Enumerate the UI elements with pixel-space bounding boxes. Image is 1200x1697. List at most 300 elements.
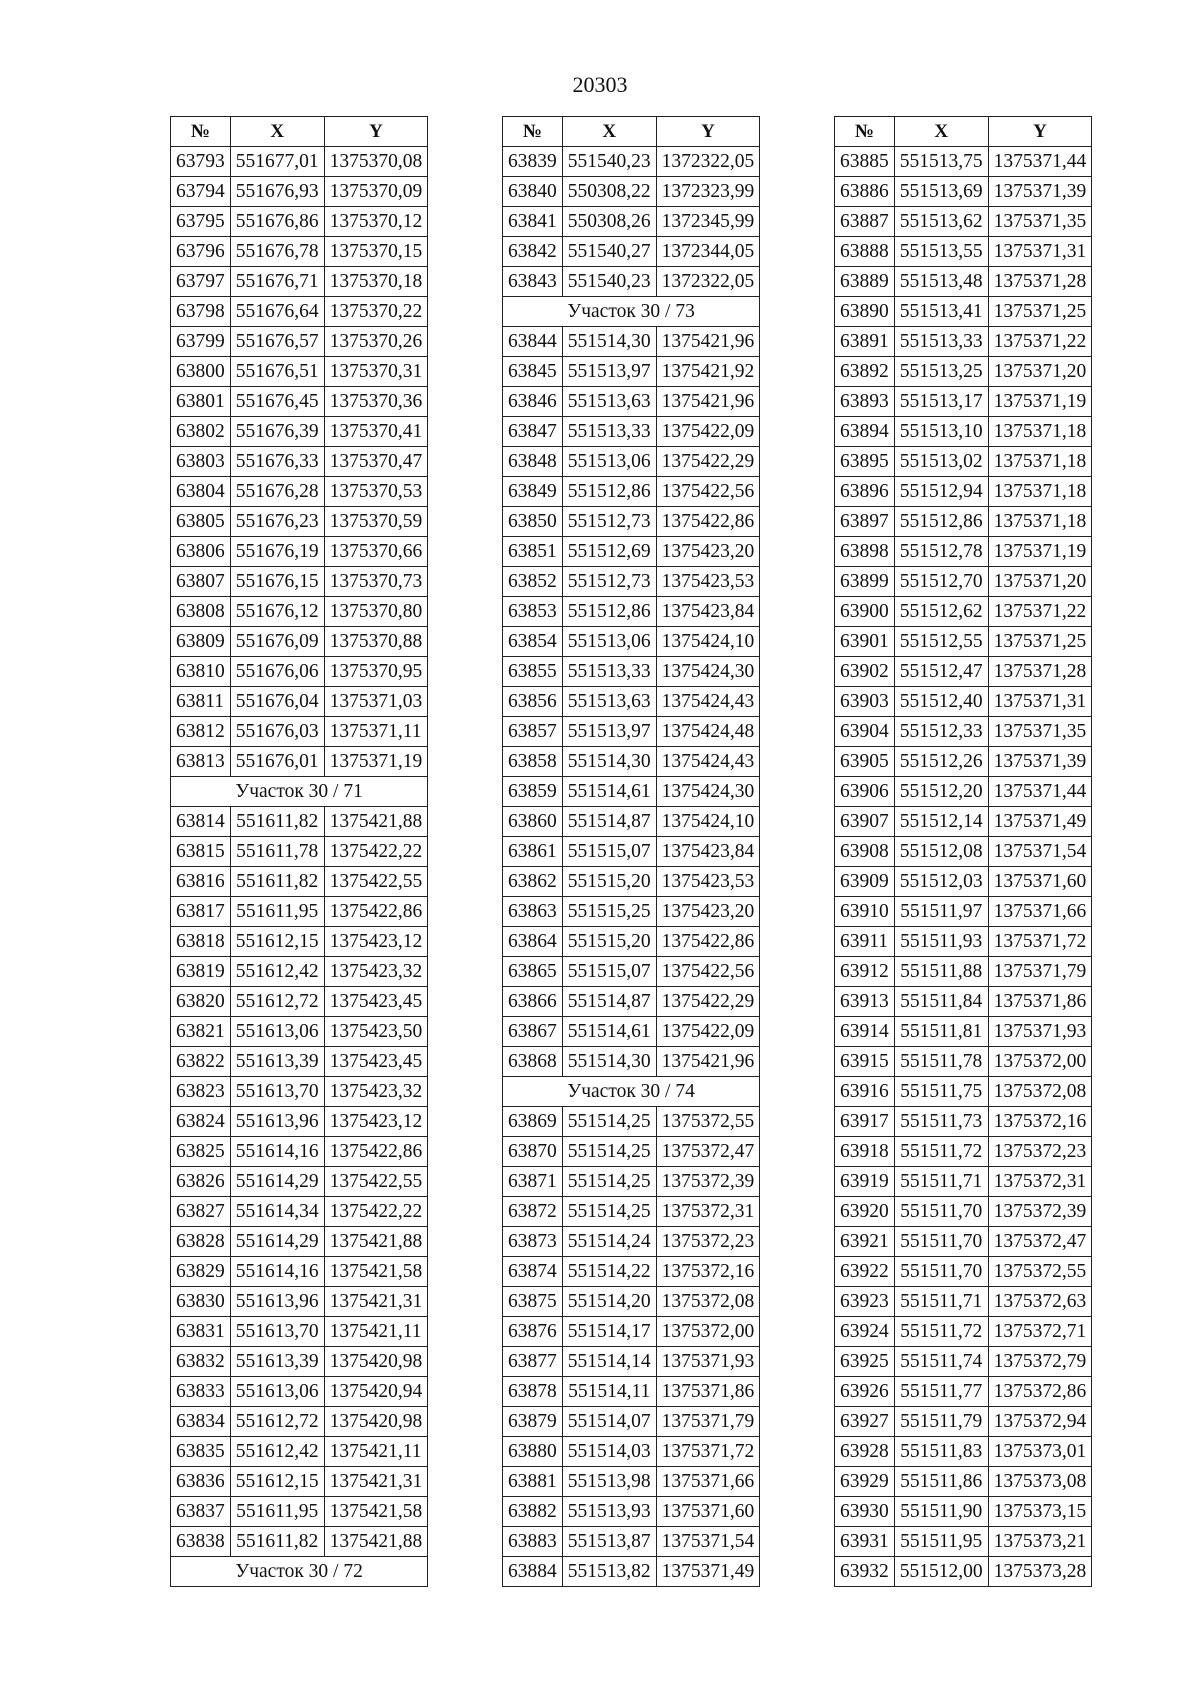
x-coordinate: 551513,93 — [562, 1497, 656, 1527]
point-number: 63813 — [171, 747, 231, 777]
table-row — [503, 387, 760, 417]
x-coordinate: 551514,17 — [562, 1317, 656, 1347]
table-row — [171, 1167, 428, 1197]
x-coordinate: 551511,95 — [894, 1527, 988, 1557]
point-number: 63837 — [171, 1497, 231, 1527]
point-number: 63907 — [835, 807, 895, 837]
point-number: 63827 — [171, 1197, 231, 1227]
y-coordinate: 1375371,44 — [988, 147, 1092, 177]
y-coordinate: 1375371,79 — [656, 1407, 760, 1437]
x-coordinate: 551676,33 — [230, 447, 324, 477]
point-number: 63812 — [171, 717, 231, 747]
point-number: 63891 — [835, 327, 895, 357]
x-coordinate: 551613,70 — [230, 1077, 324, 1107]
x-coordinate: 551511,83 — [894, 1437, 988, 1467]
table-row — [171, 1527, 428, 1557]
y-coordinate: 1375421,92 — [656, 357, 760, 387]
point-number: 63800 — [171, 357, 231, 387]
table-row — [835, 1047, 1092, 1077]
point-number: 63844 — [503, 327, 563, 357]
table-row — [171, 717, 428, 747]
x-coordinate: 551511,71 — [894, 1167, 988, 1197]
table-row — [503, 507, 760, 537]
y-coordinate: 1375422,22 — [324, 837, 428, 867]
x-coordinate: 551515,20 — [562, 927, 656, 957]
y-coordinate: 1375422,86 — [656, 507, 760, 537]
header-x: X — [562, 117, 656, 147]
table-row — [171, 657, 428, 687]
table-row — [503, 627, 760, 657]
table-row — [503, 1107, 760, 1137]
x-coordinate: 551512,62 — [894, 597, 988, 627]
table-row — [835, 417, 1092, 447]
point-number: 63845 — [503, 357, 563, 387]
y-coordinate: 1375372,39 — [656, 1167, 760, 1197]
x-coordinate: 551676,45 — [230, 387, 324, 417]
y-coordinate: 1375370,26 — [324, 327, 428, 357]
x-coordinate: 551513,62 — [894, 207, 988, 237]
y-coordinate: 1375370,36 — [324, 387, 428, 417]
x-coordinate: 551512,86 — [562, 477, 656, 507]
y-coordinate: 1375372,16 — [656, 1257, 760, 1287]
x-coordinate: 551513,87 — [562, 1527, 656, 1557]
point-number: 63860 — [503, 807, 563, 837]
table-row — [835, 717, 1092, 747]
x-coordinate: 551676,57 — [230, 327, 324, 357]
y-coordinate: 1375373,08 — [988, 1467, 1092, 1497]
y-coordinate: 1375371,35 — [988, 207, 1092, 237]
y-coordinate: 1375422,29 — [656, 447, 760, 477]
x-coordinate: 551511,84 — [894, 987, 988, 1017]
x-coordinate: 551515,07 — [562, 957, 656, 987]
y-coordinate: 1375371,49 — [988, 807, 1092, 837]
y-coordinate: 1375372,39 — [988, 1197, 1092, 1227]
x-coordinate: 551514,07 — [562, 1407, 656, 1437]
table-row — [171, 1287, 428, 1317]
table-row — [171, 1377, 428, 1407]
point-number: 63831 — [171, 1317, 231, 1347]
y-coordinate: 1375371,25 — [988, 627, 1092, 657]
y-coordinate: 1375371,28 — [988, 657, 1092, 687]
coordinates-table-1 — [170, 116, 428, 1587]
table-row — [503, 1437, 760, 1467]
point-number: 63804 — [171, 477, 231, 507]
point-number: 63905 — [835, 747, 895, 777]
point-number: 63889 — [835, 267, 895, 297]
x-coordinate: 551513,10 — [894, 417, 988, 447]
table-row — [835, 867, 1092, 897]
point-number: 63807 — [171, 567, 231, 597]
point-number: 63821 — [171, 1017, 231, 1047]
x-coordinate: 551512,20 — [894, 777, 988, 807]
point-number: 63866 — [503, 987, 563, 1017]
point-number: 63904 — [835, 717, 895, 747]
x-coordinate: 551512,86 — [894, 507, 988, 537]
x-coordinate: 551513,25 — [894, 357, 988, 387]
point-number: 63830 — [171, 1287, 231, 1317]
point-number: 63855 — [503, 657, 563, 687]
y-coordinate: 1375371,44 — [988, 777, 1092, 807]
table-row — [171, 177, 428, 207]
point-number: 63886 — [835, 177, 895, 207]
point-number: 63923 — [835, 1287, 895, 1317]
y-coordinate: 1375371,18 — [988, 507, 1092, 537]
point-number: 63794 — [171, 177, 231, 207]
x-coordinate: 551676,39 — [230, 417, 324, 447]
y-coordinate: 1375372,23 — [988, 1137, 1092, 1167]
table-row — [835, 837, 1092, 867]
point-number: 63910 — [835, 897, 895, 927]
y-coordinate: 1375371,18 — [988, 417, 1092, 447]
y-coordinate: 1375421,58 — [324, 1257, 428, 1287]
point-number: 63885 — [835, 147, 895, 177]
x-coordinate: 551677,01 — [230, 147, 324, 177]
point-number: 63852 — [503, 567, 563, 597]
y-coordinate: 1375424,48 — [656, 717, 760, 747]
x-coordinate: 551613,39 — [230, 1347, 324, 1377]
section-title: Участок 30 / 72 — [171, 1557, 428, 1587]
point-number: 63880 — [503, 1437, 563, 1467]
y-coordinate: 1375370,12 — [324, 207, 428, 237]
point-number: 63875 — [503, 1287, 563, 1317]
x-coordinate: 551614,16 — [230, 1137, 324, 1167]
table-row — [503, 567, 760, 597]
x-coordinate: 551611,82 — [230, 1527, 324, 1557]
point-number: 63868 — [503, 1047, 563, 1077]
point-number: 63857 — [503, 717, 563, 747]
y-coordinate: 1375371,49 — [656, 1557, 760, 1587]
x-coordinate: 551540,27 — [562, 237, 656, 267]
y-coordinate: 1375371,60 — [988, 867, 1092, 897]
y-coordinate: 1375371,20 — [988, 357, 1092, 387]
point-number: 63921 — [835, 1227, 895, 1257]
y-coordinate: 1375370,09 — [324, 177, 428, 207]
x-coordinate: 551514,24 — [562, 1227, 656, 1257]
y-coordinate: 1375423,84 — [656, 597, 760, 627]
point-number: 63810 — [171, 657, 231, 687]
x-coordinate: 551611,82 — [230, 807, 324, 837]
point-number: 63823 — [171, 1077, 231, 1107]
x-coordinate: 551612,15 — [230, 1467, 324, 1497]
table-row — [835, 927, 1092, 957]
point-number: 63796 — [171, 237, 231, 267]
y-coordinate: 1375424,30 — [656, 777, 760, 807]
table-row — [835, 657, 1092, 687]
point-number: 63849 — [503, 477, 563, 507]
section-row — [171, 1557, 428, 1587]
table-row — [503, 957, 760, 987]
point-number: 63838 — [171, 1527, 231, 1557]
table-row — [171, 1197, 428, 1227]
point-number: 63840 — [503, 177, 563, 207]
point-number: 63795 — [171, 207, 231, 237]
x-coordinate: 551514,03 — [562, 1437, 656, 1467]
table-row — [171, 927, 428, 957]
table-row — [835, 1527, 1092, 1557]
y-coordinate: 1375423,32 — [324, 957, 428, 987]
point-number: 63915 — [835, 1047, 895, 1077]
page-number: 20303 — [572, 72, 628, 97]
x-coordinate: 551514,25 — [562, 1197, 656, 1227]
y-coordinate: 1375371,25 — [988, 297, 1092, 327]
x-coordinate: 551511,75 — [894, 1077, 988, 1107]
y-coordinate: 1375372,55 — [656, 1107, 760, 1137]
point-number: 63858 — [503, 747, 563, 777]
x-coordinate: 551611,95 — [230, 897, 324, 927]
y-coordinate: 1375371,19 — [324, 747, 428, 777]
table-row — [503, 327, 760, 357]
point-number: 63811 — [171, 687, 231, 717]
x-coordinate: 551512,69 — [562, 537, 656, 567]
x-coordinate: 551513,33 — [562, 417, 656, 447]
y-coordinate: 1375371,93 — [988, 1017, 1092, 1047]
x-coordinate: 551611,82 — [230, 867, 324, 897]
table-row — [171, 507, 428, 537]
x-coordinate: 551513,97 — [562, 357, 656, 387]
x-coordinate: 551515,25 — [562, 897, 656, 927]
table-row — [171, 567, 428, 597]
table-row — [171, 837, 428, 867]
x-coordinate: 551511,93 — [894, 927, 988, 957]
point-number: 63914 — [835, 1017, 895, 1047]
table-row — [171, 327, 428, 357]
point-number: 63879 — [503, 1407, 563, 1437]
y-coordinate: 1375371,54 — [656, 1527, 760, 1557]
table-row — [171, 987, 428, 1017]
table-row — [503, 1557, 760, 1587]
x-coordinate: 551614,29 — [230, 1167, 324, 1197]
x-coordinate: 550308,22 — [562, 177, 656, 207]
x-coordinate: 551512,55 — [894, 627, 988, 657]
x-coordinate: 551614,29 — [230, 1227, 324, 1257]
x-coordinate: 551512,26 — [894, 747, 988, 777]
y-coordinate: 1375423,84 — [656, 837, 760, 867]
y-coordinate: 1375424,43 — [656, 687, 760, 717]
table-row — [503, 537, 760, 567]
table-row — [835, 897, 1092, 927]
table-row — [835, 1227, 1092, 1257]
table-row — [835, 1317, 1092, 1347]
x-coordinate: 551511,88 — [894, 957, 988, 987]
y-coordinate: 1375423,53 — [656, 867, 760, 897]
x-coordinate: 551512,78 — [894, 537, 988, 567]
y-coordinate: 1375420,98 — [324, 1347, 428, 1377]
table-row — [171, 297, 428, 327]
point-number: 63895 — [835, 447, 895, 477]
x-coordinate: 551513,33 — [894, 327, 988, 357]
header-number: № — [503, 117, 563, 147]
y-coordinate: 1375371,19 — [988, 387, 1092, 417]
x-coordinate: 551540,23 — [562, 147, 656, 177]
x-coordinate: 551676,64 — [230, 297, 324, 327]
table-row — [171, 147, 428, 177]
table-row — [171, 687, 428, 717]
y-coordinate: 1375370,88 — [324, 627, 428, 657]
x-coordinate: 551514,30 — [562, 747, 656, 777]
point-number: 63841 — [503, 207, 563, 237]
x-coordinate: 551512,47 — [894, 657, 988, 687]
point-number: 63899 — [835, 567, 895, 597]
table-row — [171, 1467, 428, 1497]
y-coordinate: 1375371,93 — [656, 1347, 760, 1377]
table-row — [835, 627, 1092, 657]
y-coordinate: 1375370,95 — [324, 657, 428, 687]
y-coordinate: 1375370,73 — [324, 567, 428, 597]
y-coordinate: 1375371,79 — [988, 957, 1092, 987]
x-coordinate: 551512,00 — [894, 1557, 988, 1587]
y-coordinate: 1375371,11 — [324, 717, 428, 747]
table-row — [503, 207, 760, 237]
point-number: 63853 — [503, 597, 563, 627]
x-coordinate: 551511,78 — [894, 1047, 988, 1077]
point-number: 63799 — [171, 327, 231, 357]
point-number: 63809 — [171, 627, 231, 657]
x-coordinate: 551513,98 — [562, 1467, 656, 1497]
point-number: 63924 — [835, 1317, 895, 1347]
table-row — [835, 387, 1092, 417]
section-row — [503, 1077, 760, 1107]
table-row — [503, 1347, 760, 1377]
point-number: 63797 — [171, 267, 231, 297]
table-row — [503, 687, 760, 717]
x-coordinate: 551514,20 — [562, 1287, 656, 1317]
table-row — [171, 1047, 428, 1077]
table-row — [171, 1407, 428, 1437]
table-row — [171, 897, 428, 927]
table-row — [171, 207, 428, 237]
table-row — [835, 1467, 1092, 1497]
table-row — [171, 357, 428, 387]
y-coordinate: 1375423,45 — [324, 1047, 428, 1077]
header-number: № — [835, 117, 895, 147]
point-number: 63888 — [835, 237, 895, 267]
x-coordinate: 551511,71 — [894, 1287, 988, 1317]
table-row — [503, 1167, 760, 1197]
point-number: 63819 — [171, 957, 231, 987]
table-row — [835, 1377, 1092, 1407]
point-number: 63802 — [171, 417, 231, 447]
x-coordinate: 551676,93 — [230, 177, 324, 207]
table-row — [835, 177, 1092, 207]
table-row — [835, 1287, 1092, 1317]
y-coordinate: 1375371,31 — [988, 237, 1092, 267]
table-row — [171, 417, 428, 447]
table-row — [835, 747, 1092, 777]
x-coordinate: 551511,86 — [894, 1467, 988, 1497]
x-coordinate: 551613,96 — [230, 1107, 324, 1137]
table-row — [835, 357, 1092, 387]
point-number: 63872 — [503, 1197, 563, 1227]
x-coordinate: 551676,78 — [230, 237, 324, 267]
y-coordinate: 1375424,30 — [656, 657, 760, 687]
y-coordinate: 1375372,00 — [656, 1317, 760, 1347]
point-number: 63893 — [835, 387, 895, 417]
table-row — [503, 1287, 760, 1317]
point-number: 63851 — [503, 537, 563, 567]
table-row — [503, 1407, 760, 1437]
x-coordinate: 551514,87 — [562, 807, 656, 837]
table-row — [835, 1017, 1092, 1047]
x-coordinate: 551513,41 — [894, 297, 988, 327]
point-number: 63927 — [835, 1407, 895, 1437]
y-coordinate: 1375371,72 — [988, 927, 1092, 957]
table-row — [835, 957, 1092, 987]
header-y: Y — [656, 117, 760, 147]
x-coordinate: 551676,28 — [230, 477, 324, 507]
table-row — [503, 1527, 760, 1557]
header-row — [171, 117, 428, 147]
point-number: 63896 — [835, 477, 895, 507]
point-number: 63824 — [171, 1107, 231, 1137]
point-number: 63869 — [503, 1107, 563, 1137]
table-row — [503, 657, 760, 687]
table-row — [171, 1497, 428, 1527]
point-number: 63916 — [835, 1077, 895, 1107]
y-coordinate: 1375370,80 — [324, 597, 428, 627]
point-number: 63803 — [171, 447, 231, 477]
section-title: Участок 30 / 74 — [503, 1077, 760, 1107]
table-row — [171, 387, 428, 417]
point-number: 63883 — [503, 1527, 563, 1557]
x-coordinate: 551511,90 — [894, 1497, 988, 1527]
coordinates-table-3 — [834, 116, 1092, 1587]
x-coordinate: 551514,14 — [562, 1347, 656, 1377]
table-row — [835, 1407, 1092, 1437]
point-number: 63884 — [503, 1557, 563, 1587]
y-coordinate: 1375371,86 — [988, 987, 1092, 1017]
table-row — [503, 807, 760, 837]
point-number: 63835 — [171, 1437, 231, 1467]
table-row — [835, 537, 1092, 567]
x-coordinate: 551515,20 — [562, 867, 656, 897]
y-coordinate: 1375421,96 — [656, 327, 760, 357]
y-coordinate: 1372322,05 — [656, 147, 760, 177]
point-number: 63900 — [835, 597, 895, 627]
table-row — [835, 1557, 1092, 1587]
x-coordinate: 551676,04 — [230, 687, 324, 717]
point-number: 63850 — [503, 507, 563, 537]
table-row — [503, 717, 760, 747]
table-row — [503, 237, 760, 267]
x-coordinate: 551511,70 — [894, 1227, 988, 1257]
point-number: 63913 — [835, 987, 895, 1017]
y-coordinate: 1375370,47 — [324, 447, 428, 477]
x-coordinate: 551512,73 — [562, 567, 656, 597]
x-coordinate: 551514,11 — [562, 1377, 656, 1407]
table-row — [503, 1227, 760, 1257]
y-coordinate: 1375423,20 — [656, 537, 760, 567]
y-coordinate: 1375421,96 — [656, 387, 760, 417]
point-number: 63876 — [503, 1317, 563, 1347]
header-y: Y — [988, 117, 1092, 147]
section-title: Участок 30 / 73 — [503, 297, 760, 327]
y-coordinate: 1375372,31 — [988, 1167, 1092, 1197]
y-coordinate: 1375370,53 — [324, 477, 428, 507]
x-coordinate: 551513,75 — [894, 147, 988, 177]
y-coordinate: 1375372,63 — [988, 1287, 1092, 1317]
y-coordinate: 1375371,66 — [988, 897, 1092, 927]
y-coordinate: 1375422,22 — [324, 1197, 428, 1227]
y-coordinate: 1375372,86 — [988, 1377, 1092, 1407]
y-coordinate: 1375373,15 — [988, 1497, 1092, 1527]
point-number: 63839 — [503, 147, 563, 177]
y-coordinate: 1375422,56 — [656, 957, 760, 987]
x-coordinate: 551514,25 — [562, 1167, 656, 1197]
table-row — [835, 147, 1092, 177]
y-coordinate: 1375372,47 — [656, 1137, 760, 1167]
y-coordinate: 1375372,71 — [988, 1317, 1092, 1347]
x-coordinate: 551612,42 — [230, 1437, 324, 1467]
